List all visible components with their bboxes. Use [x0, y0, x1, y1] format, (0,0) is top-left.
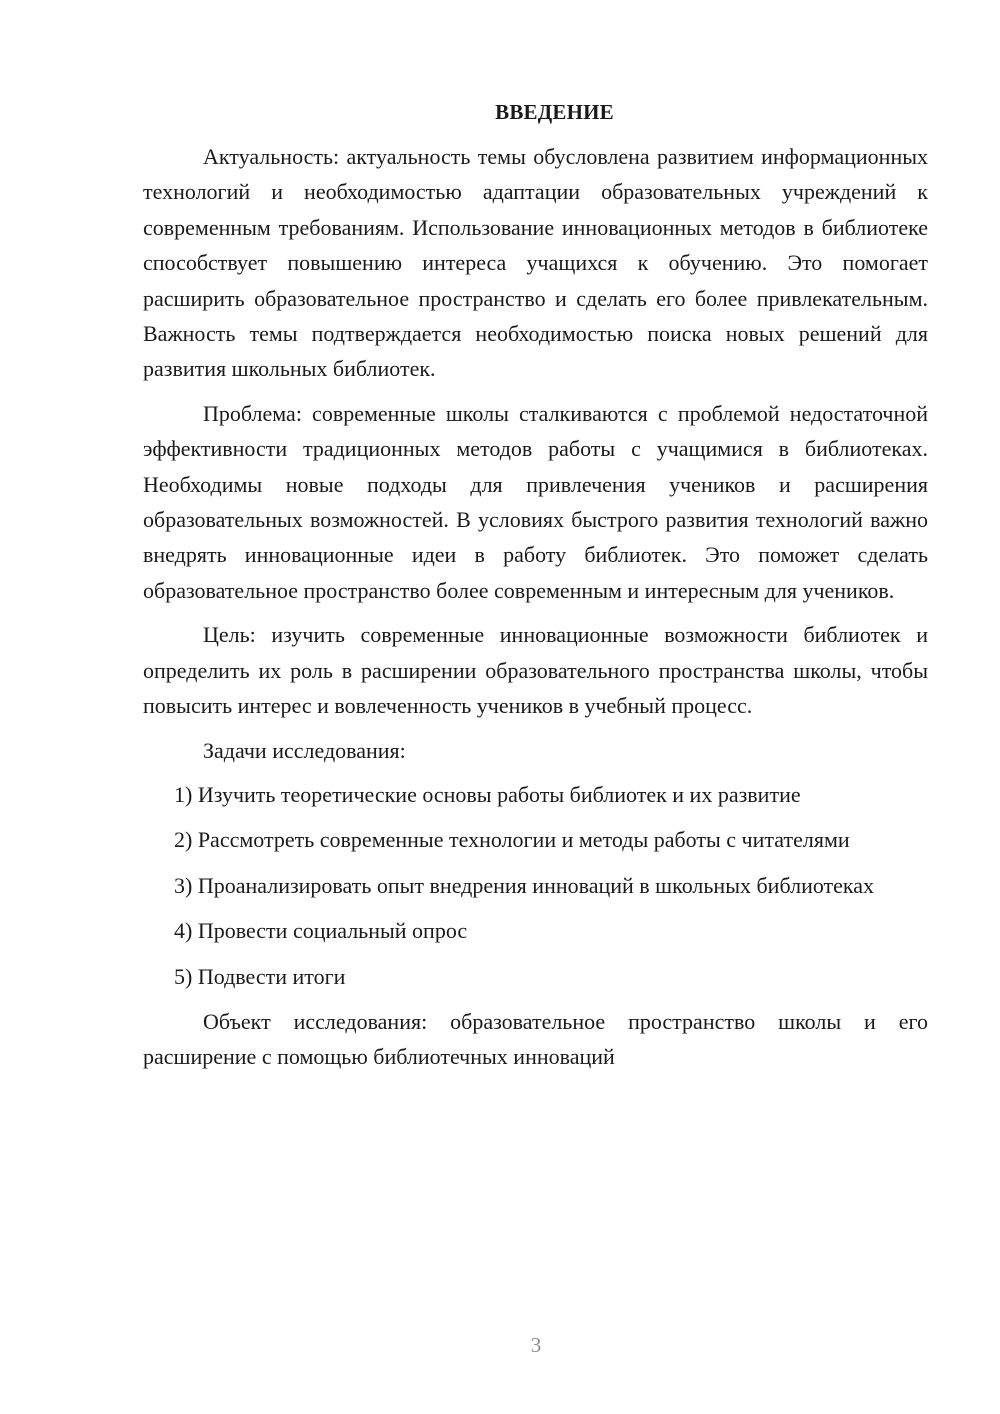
relevance-paragraph: Актуальность: актуальность темы обусловлена развитием информационных технологий и необходимостью адаптации образовательных учреждений к современным требованиям. Использование инновационных методов в библиотеке способствует повышению интереса учащихся к обучению. Это помогает расширить образовательное пространство и сделать его более привлекательным. Важность темы подтверждается необходимостью поиска новых решений для развития школьных библиотек. [143, 144, 928, 382]
problem-paragraph: Проблема: современные школы сталкиваются с проблемой недостаточной эффективности традиционных методов работы с учащимися в библиотеках. Необходимы новые подходы для привлечения учеников и расширения образовательных возможностей. В условиях быстрого развития технологий важно внедрять инновационные идеи в работу библиотек. Это поможет сделать образовательное пространство более современным и интересным для учеников. [143, 400, 928, 603]
page-content [143, 97, 928, 1084]
task-item-5: 5) Подвести итоги [174, 963, 346, 989]
object-paragraph: Объект исследования: образовательное пространство школы и его расширение с помощью библиотечных инноваций [143, 1008, 928, 1070]
task-item-2: 2) Рассмотреть современные технологии и методы работы с читателями [174, 827, 850, 853]
task-item-3: 3) Проанализировать опыт внедрения инноваций в школьных библиотеках [174, 872, 875, 898]
task-item-4: 4) Провести социальный опрос [174, 918, 468, 944]
task-item-1: 1) Изучить теоретические основы работы библиотек и их развитие [174, 781, 801, 807]
tasks-heading: Задачи исследования: [203, 737, 406, 763]
page-number: 3 [530, 1333, 542, 1357]
goal-paragraph: Цель: изучить современные инновационные возможности библиотек и определить их роль в расширении образовательного пространства школы, чтобы повысить интерес и вовлеченность учеников в учебный процесс. [143, 622, 928, 719]
section-title: ВВЕДЕНИЕ [495, 100, 614, 124]
